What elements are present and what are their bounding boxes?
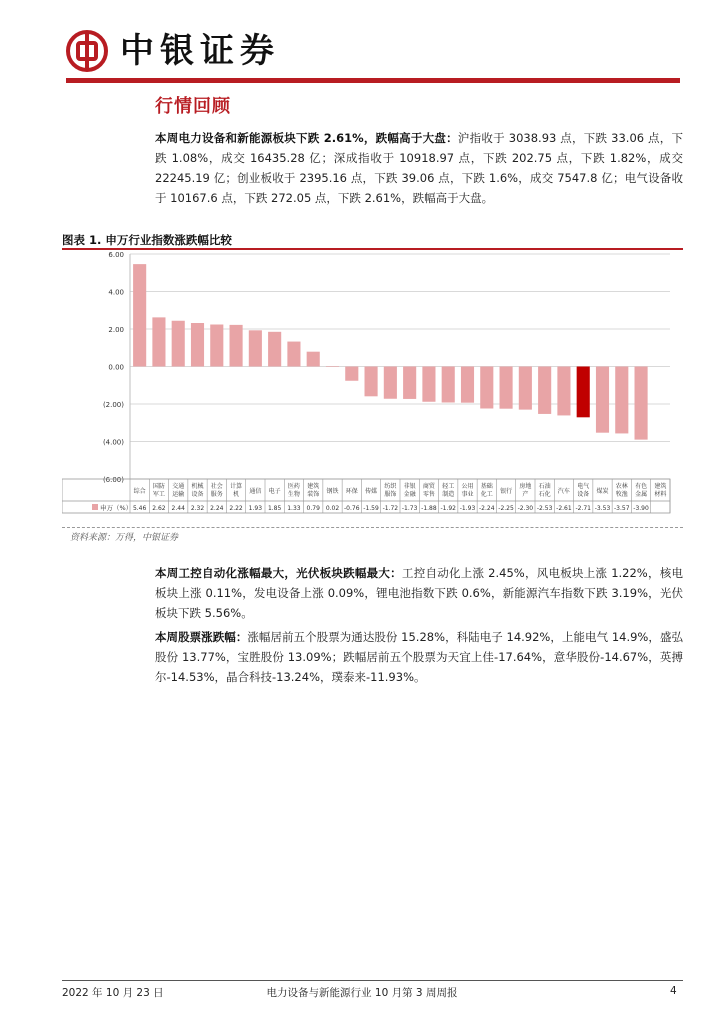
value-label: -2.53 (536, 505, 553, 512)
category-label: 计算机 (230, 483, 243, 498)
bar (133, 264, 146, 366)
paragraph-body: 沪指收于 3038.93 点，下跌 33.06 点，下跌 1.08%，成交 16435.28 亿；深成指收于 10918.97 点，下跌 202.75 点，下跌 1.82%，成交 22245.19 亿；创业板收于 2395.16 点，下跌 39.06 点，下跌 1.6%，成交 7547.8 亿；电气设备收于 10167.6 点，下跌 272.05 点，下跌 2.61%，跌幅高于大盘。 (155, 131, 683, 205)
bar (442, 367, 455, 403)
value-label: 2.24 (210, 505, 224, 512)
value-label: -1.93 (459, 505, 476, 512)
bar (519, 367, 532, 410)
bar (268, 332, 281, 367)
category-label: 综合 (133, 488, 146, 495)
value-label: 5.46 (132, 505, 147, 512)
category-label: 房地产 (519, 483, 532, 498)
bar (307, 352, 320, 367)
bar (191, 323, 204, 367)
legend-swatch (92, 504, 98, 510)
category-label: 国防军工 (152, 483, 165, 498)
value-label: 2.22 (229, 505, 243, 512)
category-label: 煤炭 (596, 488, 609, 495)
value-label: 0.79 (306, 505, 320, 512)
value-label: 1.33 (287, 505, 301, 512)
category-label: 农林牧渔 (615, 483, 628, 498)
category-label: 纺织服饰 (384, 483, 397, 498)
bar (172, 321, 185, 367)
value-label: -1.59 (363, 505, 379, 512)
category-label: 环保 (345, 488, 358, 495)
bar (152, 317, 165, 366)
value-label: -1.92 (440, 505, 456, 512)
value-label: 2.62 (152, 505, 166, 512)
industry-index-bar-chart (62, 250, 683, 518)
brand-name: 中银证券 (120, 31, 280, 71)
category-label: 汽车 (557, 488, 570, 495)
value-label: 2.32 (190, 505, 205, 512)
header-rule (66, 78, 680, 83)
bar (230, 325, 243, 367)
footer-rule (62, 980, 683, 981)
source-rule (62, 527, 683, 528)
paragraph-lead: 本周股票涨跌幅： (155, 630, 248, 644)
value-label: 1.93 (248, 505, 263, 512)
category-label: 通信 (249, 488, 262, 495)
bar (577, 367, 590, 418)
paragraph-body: 涨幅居前五个股票为通达股份 15.28%，科陆电子 14.92%，上能电气 14.9%，盛弘股份 13.77%，宝胜股份 13.09%；跌幅居前五个股票为天宜上佳-17.64%，意华股份-14.67%，英搏尔-14.53%，晶合科技-13.24%，璞泰来-11.93%。 (155, 630, 683, 684)
category-label: 交通运输 (172, 483, 185, 498)
value-label: 1.85 (267, 505, 282, 512)
bank-of-china-logo-icon (66, 30, 108, 72)
paragraph-body: 工控自动化上涨 2.45%，风电板块上涨 1.22%，核电板块上涨 0.11%，发电设备上涨 0.09%，锂电池指数下跌 0.6%，新能源汽车指数下跌 3.19%，光伏板块下跌 5.56%。 (155, 566, 684, 620)
category-label: 电气设备 (577, 483, 590, 498)
category-label: 银行 (500, 488, 513, 495)
bar (345, 367, 358, 381)
bar (480, 367, 493, 409)
footer-date: 2022 年 10 月 23 日 (62, 987, 164, 999)
category-label: 商贸零售 (422, 483, 435, 498)
brand-logo (66, 30, 280, 72)
value-label: -2.71 (575, 505, 591, 512)
category-label: 医药生物 (287, 483, 300, 498)
value-label: -2.61 (556, 505, 572, 512)
chart-source: 资料来源：万得，中银证券 (70, 533, 179, 543)
value-label: -2.30 (517, 505, 534, 512)
value-label: -3.57 (614, 505, 630, 512)
y-tick-label: (6.00) (102, 476, 124, 484)
value-label: -1.73 (401, 505, 418, 512)
bar (422, 367, 435, 402)
value-label: 2.44 (171, 505, 185, 512)
section-title: 行情回顾 (155, 96, 231, 117)
bar (326, 366, 339, 367)
value-label: -3.53 (594, 505, 611, 512)
paragraph-lead: 本周工控自动化涨幅最大，光伏板块跌幅最大： (155, 566, 402, 580)
category-label: 基础化工 (480, 483, 493, 498)
y-tick-label: 4.00 (108, 288, 124, 297)
y-tick-label: 2.00 (108, 326, 124, 334)
value-label: -1.72 (382, 505, 399, 512)
bar (384, 367, 397, 399)
y-tick-label: (2.00) (102, 401, 124, 409)
market-review-paragraph (155, 128, 683, 208)
stock-movers-paragraph (155, 627, 683, 687)
y-tick-label: 6.00 (108, 251, 124, 259)
category-label: 电子 (268, 488, 281, 495)
category-label: 建筑装饰 (307, 483, 320, 498)
bar (365, 367, 378, 397)
bar (635, 367, 648, 440)
y-tick-label: (4.00) (102, 438, 124, 447)
value-label: -2.25 (498, 505, 514, 512)
bar (461, 367, 474, 403)
category-label: 公用事业 (461, 483, 474, 498)
category-label: 有色金属 (635, 483, 648, 498)
category-label: 非银金融 (403, 483, 416, 498)
y-tick-label: 0.00 (108, 363, 124, 372)
page-number: 4 (670, 985, 677, 997)
footer-report-title: 电力设备与新能源行业 10 月第 3 周周报 (266, 987, 458, 999)
series-label: 申万（%） (100, 504, 133, 512)
bar (557, 367, 570, 416)
category-label: 钢铁 (326, 488, 339, 495)
bar (500, 367, 513, 409)
value-label: 0.02 (325, 505, 340, 512)
sector-performance-paragraph (155, 563, 683, 623)
category-label: 机械设备 (191, 483, 204, 498)
value-label: -1.88 (421, 505, 437, 512)
bar (210, 325, 223, 367)
value-label: -2.24 (479, 505, 495, 512)
bar (615, 367, 628, 434)
bar (538, 367, 551, 414)
bar (596, 367, 609, 433)
figure-title: 图表 1. 申万行业指数涨跌幅比较 (62, 233, 232, 247)
value-label: -0.76 (344, 505, 360, 512)
paragraph-lead: 本周电力设备和新能源板块下跌 2.61%，跌幅高于大盘： (155, 131, 458, 145)
category-label: 建筑材料 (654, 483, 667, 498)
bar (403, 367, 416, 399)
category-label: 社会服务 (210, 483, 223, 498)
category-label: 轻工制造 (442, 483, 455, 498)
bar (249, 330, 262, 366)
bar (287, 342, 300, 367)
category-label: 传媒 (365, 488, 378, 495)
category-label: 石油石化 (538, 483, 551, 498)
value-label: -3.90 (633, 505, 649, 512)
